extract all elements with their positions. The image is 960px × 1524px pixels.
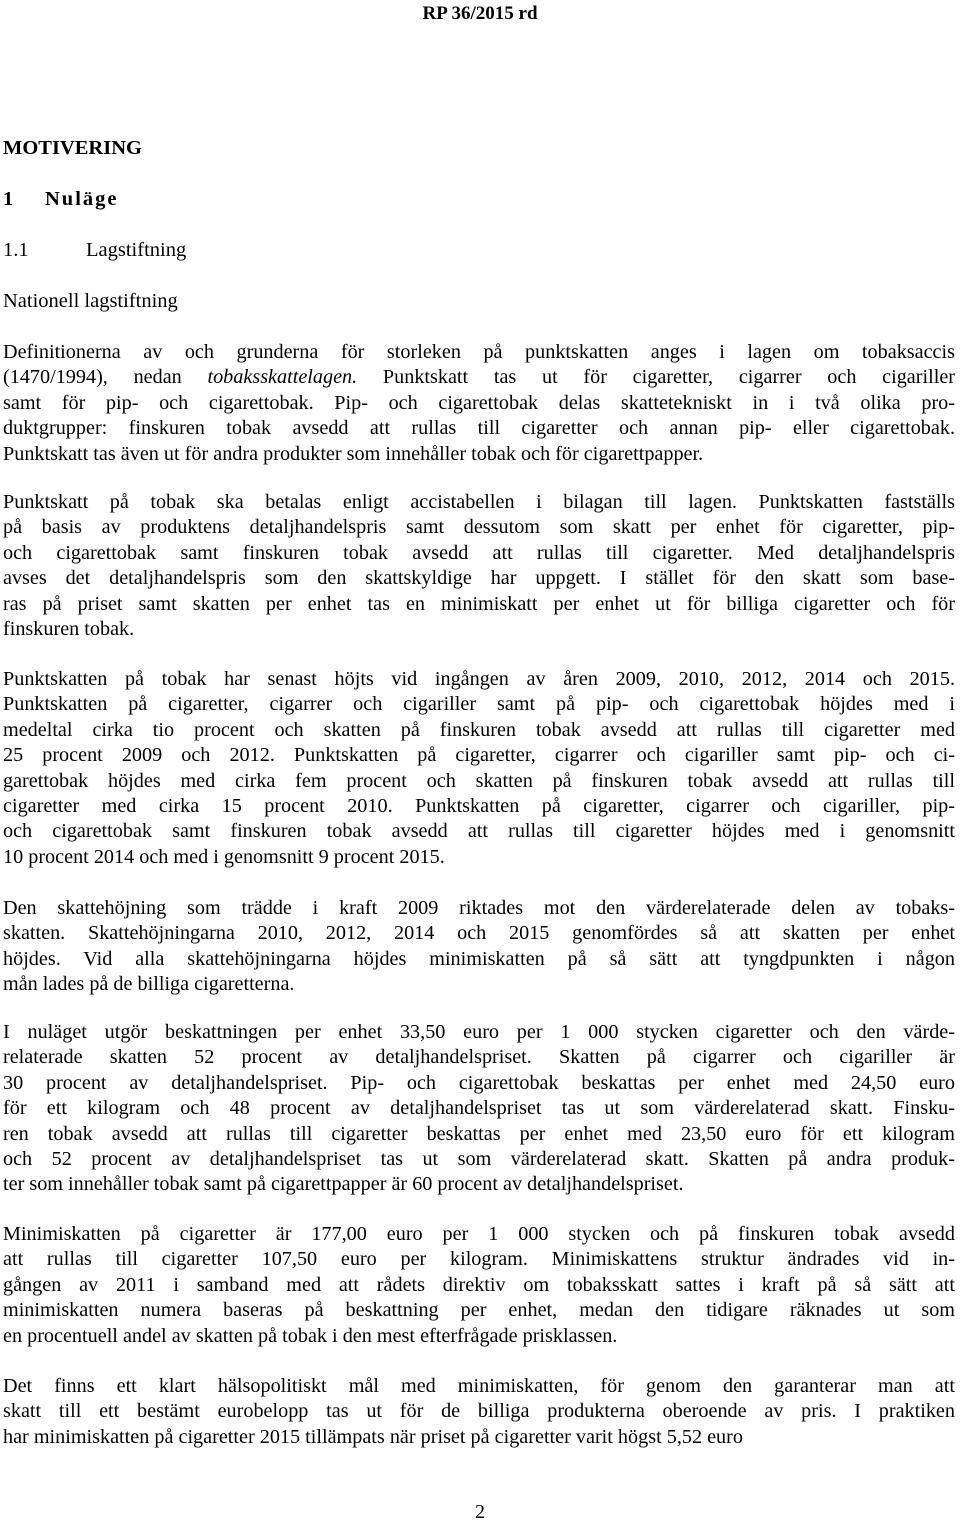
- paragraph-line: 10 procent 2014 och med i genomsnitt 9 procent 2015.: [3, 845, 445, 868]
- paragraph-line: på basis av produktens detaljhandelspris samt dessutom som skatt per enhet för cigaretter, pip-: [3, 516, 955, 539]
- paragraph-line: samt för pip- och cigarettobak. Pip- och cigarettobak delas skattetekniskt in i två olika pro-: [3, 391, 955, 414]
- paragraph-line: I nuläget utgör beskattningen per enhet 33,50 euro per 1 000 stycken cigaretter och den värde-: [3, 1021, 955, 1043]
- page-number: 2: [475, 1501, 485, 1523]
- paragraph-line: Punktskatten på cigaretter, cigarrer och cigariller samt på pip- och cigarettobak höjdes med i: [3, 693, 955, 716]
- heading-motivering: MOTIVERING: [3, 137, 142, 159]
- subheading-nationell-lagstiftning: Nationell lagstiftning: [3, 290, 178, 312]
- paragraph-line: minimiskatten numera baseras på beskattning per enhet, medan den tidigare räknades ut som: [3, 1299, 955, 1322]
- paragraph-line: och 52 procent av detaljhandelspriset tas ut som värderelaterad skatt. Skatten på andra produk-: [3, 1148, 955, 1171]
- paragraph-line: skatten. Skattehöjningarna 2010, 2012, 2014 och 2015 genomfördes så att skatten per enhet: [3, 922, 955, 945]
- paragraph-line: Definitionerna av och grunderna för storleken på punktskatten anges i lagen om tobaksaccis: [3, 341, 955, 363]
- paragraph-line: finskuren tobak.: [3, 618, 135, 641]
- italic-term: tobaksskattelagen.: [207, 366, 358, 389]
- paragraph-2: [3, 490, 955, 642]
- document-reference: RP 36/2015 rd: [422, 3, 538, 24]
- paragraph-line: mån lades på de billiga cigaretterna.: [3, 973, 295, 996]
- section-1-1-title: Lagstiftning: [86, 239, 187, 261]
- paragraph-line: cigaretter med cirka 15 procent 2010. Punktskatten på cigaretter, cigarrer och cigariller, pip-: [3, 795, 955, 818]
- paragraph-line: 25 procent 2009 och 2012. Punktskatten på cigaretter, cigarrer och cigariller samt pip- och ci-: [3, 744, 955, 767]
- paragraph-line: duktgrupper: finskuren tobak avsedd att rullas till cigaretter och annan pip- eller cigarettobak.: [3, 417, 955, 440]
- paragraph-line: relaterade skatten 52 procent av detaljhandelspriset. Skatten på cigarrer och cigariller är: [3, 1046, 955, 1069]
- paragraph-line: Punktskatten på tobak har senast höjts vid ingången av åren 2009, 2010, 2012, 2014 och 2015.: [3, 668, 955, 690]
- paragraph-line: och cigarettobak samt finskuren tobak avsedd att rullas till cigaretter. Med detaljhandelspris: [3, 541, 955, 564]
- paragraph-line: ren tobak avsedd att rullas till cigaretter beskattas per enhet med 23,50 euro för ett kilogram: [3, 1122, 955, 1145]
- paragraph-line: en procentuell andel av skatten på tobak i den mest efterfrågade prisklassen.: [3, 1324, 618, 1347]
- paragraph-line: Minimiskatten på cigaretter är 177,00 euro per 1 000 stycken och på finskuren tobak avsedd: [3, 1223, 955, 1245]
- paragraph-line: Det finns ett klart hälsopolitiskt mål med minimiskatten, för genom den garanterar man att: [3, 1375, 955, 1397]
- paragraph-5: [3, 1020, 955, 1198]
- paragraph-line: skatt till ett bestämt eurobelopp tas ut för de billiga produkterna oberoende av pris. I praktiken: [3, 1400, 955, 1423]
- paragraph-6: [3, 1222, 955, 1349]
- heading-section-1-1: [3, 237, 186, 263]
- paragraph-line: ras på priset samt skatten per enhet tas en minimiskatt per enhet ut för billiga cigaretter och för: [3, 592, 955, 615]
- paragraph-line: och cigarettobak samt finskuren tobak avsedd att rullas till cigaretter höjdes med i genomsnitt: [3, 820, 955, 843]
- paragraph-line: medeltal cirka tio procent och skatten på finskuren tobak avsedd att rullas till cigaretter med: [3, 718, 955, 741]
- section-1-number: 1: [3, 188, 14, 210]
- paragraph-line: avses det detaljhandelspris som den skattskyldige har uppgett. I stället för den skatt som base-: [3, 567, 955, 590]
- paragraph-line: att rullas till cigaretter 107,50 euro per kilogram. Minimiskattens struktur ändrades vid in-: [3, 1248, 955, 1271]
- paragraph-4: [3, 896, 955, 998]
- paragraph-line: har minimiskatten på cigaretter 2015 tillämpats när priset på cigaretter varit högst 5,52 euro: [3, 1425, 743, 1448]
- paragraph-line: Den skattehöjning som trädde i kraft 2009 riktades mot den värderelaterade delen av tobaks-: [3, 897, 955, 919]
- paragraph-line: garettobak höjdes med cirka fem procent och skatten på finskuren tobak avsedd att rullas till: [3, 769, 955, 792]
- section-1-1-number: 1.1: [3, 239, 29, 261]
- paragraph-1: [3, 340, 955, 467]
- heading-section-1: [3, 186, 119, 212]
- section-1-title: Nuläge: [45, 188, 119, 210]
- paragraph-line: (1470/1994), nedan tobaksskattelagen. Punktskatt tas ut för cigaretter, cigarrer och cigariller: [3, 366, 955, 389]
- paragraph-3: [3, 667, 955, 870]
- paragraph-line: för ett kilogram och 48 procent av detaljhandelspriset tas ut som värderelaterad skatt. Finsku-: [3, 1097, 955, 1120]
- paragraph-7: [3, 1374, 955, 1450]
- paragraph-line: ter som innehåller tobak samt på cigarettpapper är 60 procent av detaljhandelspriset.: [3, 1173, 684, 1196]
- paragraph-line: gången av 2011 i samband med att rådets direktiv om tobaksskatt sattes i kraft på så sätt att: [3, 1273, 955, 1296]
- paragraph-line: 30 procent av detaljhandelspriset. Pip- och cigarettobak beskattas per enhet med 24,50 euro: [3, 1071, 955, 1094]
- paragraph-line: höjdes. Vid alla skattehöjningarna höjdes minimiskatten på så sätt att tyngdpunkten i någon: [3, 947, 955, 970]
- paragraph-line: Punktskatt tas även ut för andra produkter som innehåller tobak och för cigarettpapper.: [3, 442, 704, 465]
- paragraph-line: Punktskatt på tobak ska betalas enligt accistabellen i bilagan till lagen. Punktskatten fastställs: [3, 491, 955, 513]
